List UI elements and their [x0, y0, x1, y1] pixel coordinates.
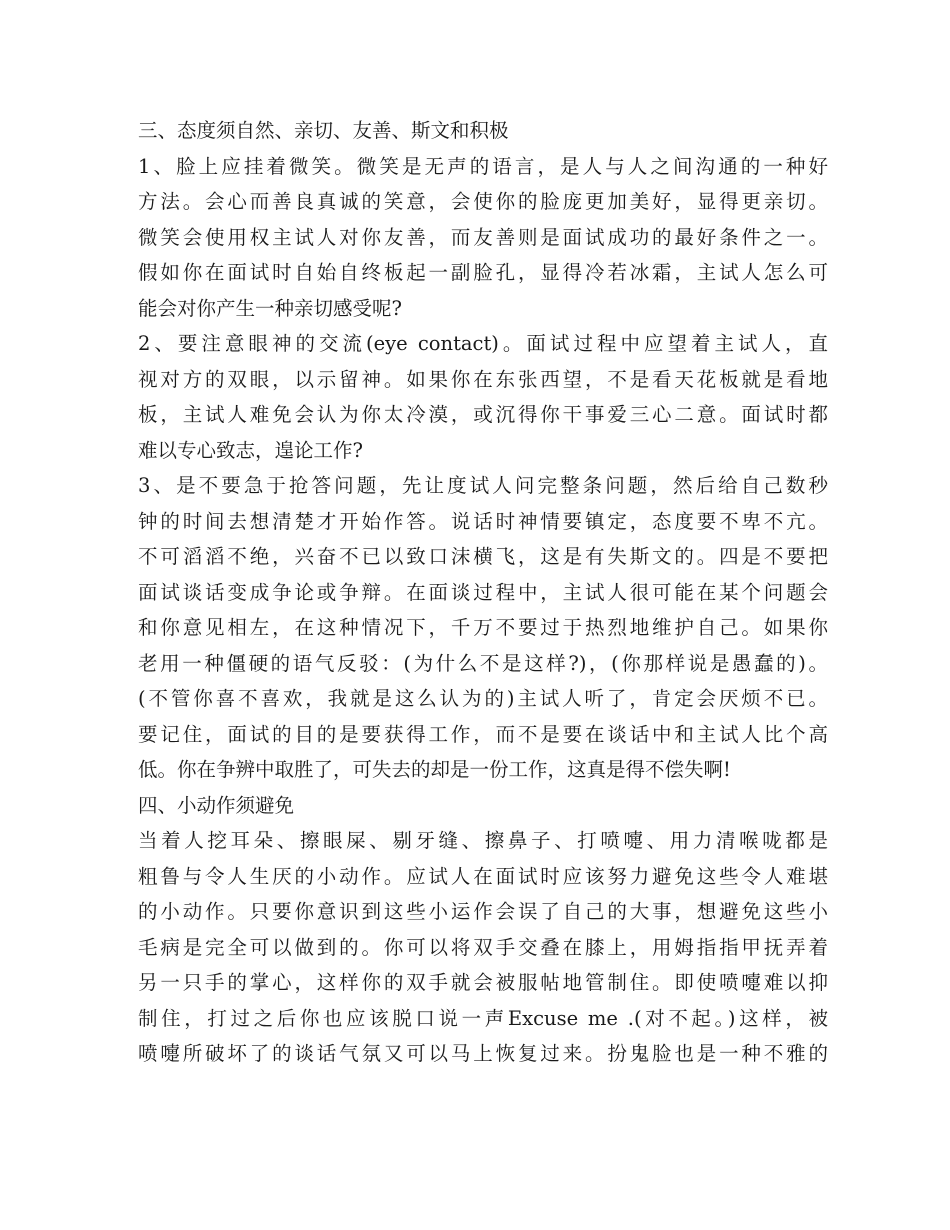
paragraph-line: 制住，打过之后你也应该脱口说一声Excuse me .(对不起。)这样，被	[138, 1006, 828, 1030]
section-heading: 三、态度须自然、亲切、友善、斯文和积极	[138, 119, 509, 142]
paragraph-line: 粗鲁与令人生厌的小动作。应试人在面试时应该努力避免这些令人难堪	[138, 864, 828, 888]
paragraph-line: 假如你在面试时自始自终板起一副脸孔，显得冷若冰霜，主试人怎么可	[138, 261, 828, 284]
paragraph-line: 微笑会使用权主试人对你友善，而友善则是面试成功的最好条件之一。	[138, 225, 828, 249]
paragraph-line: 板，主试人难免会认为你太冷漠，或沉得你干事爱三心二意。面试时都	[138, 403, 828, 426]
paragraph-line: 低。你在争辨中取胜了，可失去的却是一份工作，这真是得不偿失啊!	[138, 758, 731, 781]
paragraph-line: 毛病是完全可以做到的。你可以将双手交叠在膝上，用姆指指甲抚弄着	[138, 935, 828, 959]
paragraph-line: 能会对你产生一种亲切感受呢?	[138, 296, 402, 320]
section-heading: 四、小动作须避免	[138, 793, 295, 817]
paragraph-line: 当着人挖耳朵、擦眼屎、剔牙缝、擦鼻子、打喷嚏、用力清喉咙都是	[138, 829, 828, 852]
paragraph-line: 老用一种僵硬的语气反驳：(为什么不是这样?)，(你那样说是愚蠢的)。	[138, 651, 828, 675]
paragraph-line: 喷嚏所破坏了的谈话气氛又可以马上恢复过来。扮鬼脸也是一种不雅的	[138, 1042, 828, 1065]
paragraph-line: 视对方的双眼，以示留神。如果你在东张西望，不是看天花板就是看地	[138, 367, 828, 391]
paragraph-line: 3、是不要急于抢答问题，先让度试人问完整条问题，然后给自己数秒	[138, 474, 828, 497]
paragraph-line: 2、要注意眼神的交流(eye contact)。面试过程中应望着主试人，直	[138, 332, 828, 355]
paragraph-line: 要记住，面试的目的是要获得工作，而不是要在谈话中和主试人比个高	[138, 722, 828, 746]
document-body	[138, 113, 828, 1072]
paragraph-line: 方法。会心而善良真诚的笑意，会使你的脸庞更加美好，显得更亲切。	[138, 190, 828, 213]
paragraph-line: 钟的时间去想清楚才开始作答。说话时神情要镇定，态度要不卑不亢。	[138, 509, 828, 533]
paragraph-line: 和你意见相左，在这种情况下，千万不要过于热烈地维护自己。如果你	[138, 616, 828, 639]
paragraph-line: 不可滔滔不绝，兴奋不已以致口沫横飞，这是有失斯文的。四是不要把	[138, 545, 828, 568]
paragraph-line: 的小动作。只要你意识到这些小运作会误了自己的大事，想避免这些小	[138, 900, 828, 923]
paragraph-line: 1、脸上应挂着微笑。微笑是无声的语言，是人与人之间沟通的一种好	[138, 154, 828, 178]
paragraph-line: 面试谈话变成争论或争辩。在面谈过程中，主试人很可能在某个问题会	[138, 580, 828, 604]
paragraph-line: (不管你喜不喜欢，我就是这么认为的)主试人听了，肯定会厌烦不已。	[138, 687, 828, 710]
paragraph-line: 难以专心致志，遑论工作?	[138, 438, 363, 462]
paragraph-line: 另一只手的掌心，这样你的双手就会被服帖地管制住。即使喷嚏难以抑	[138, 971, 828, 994]
